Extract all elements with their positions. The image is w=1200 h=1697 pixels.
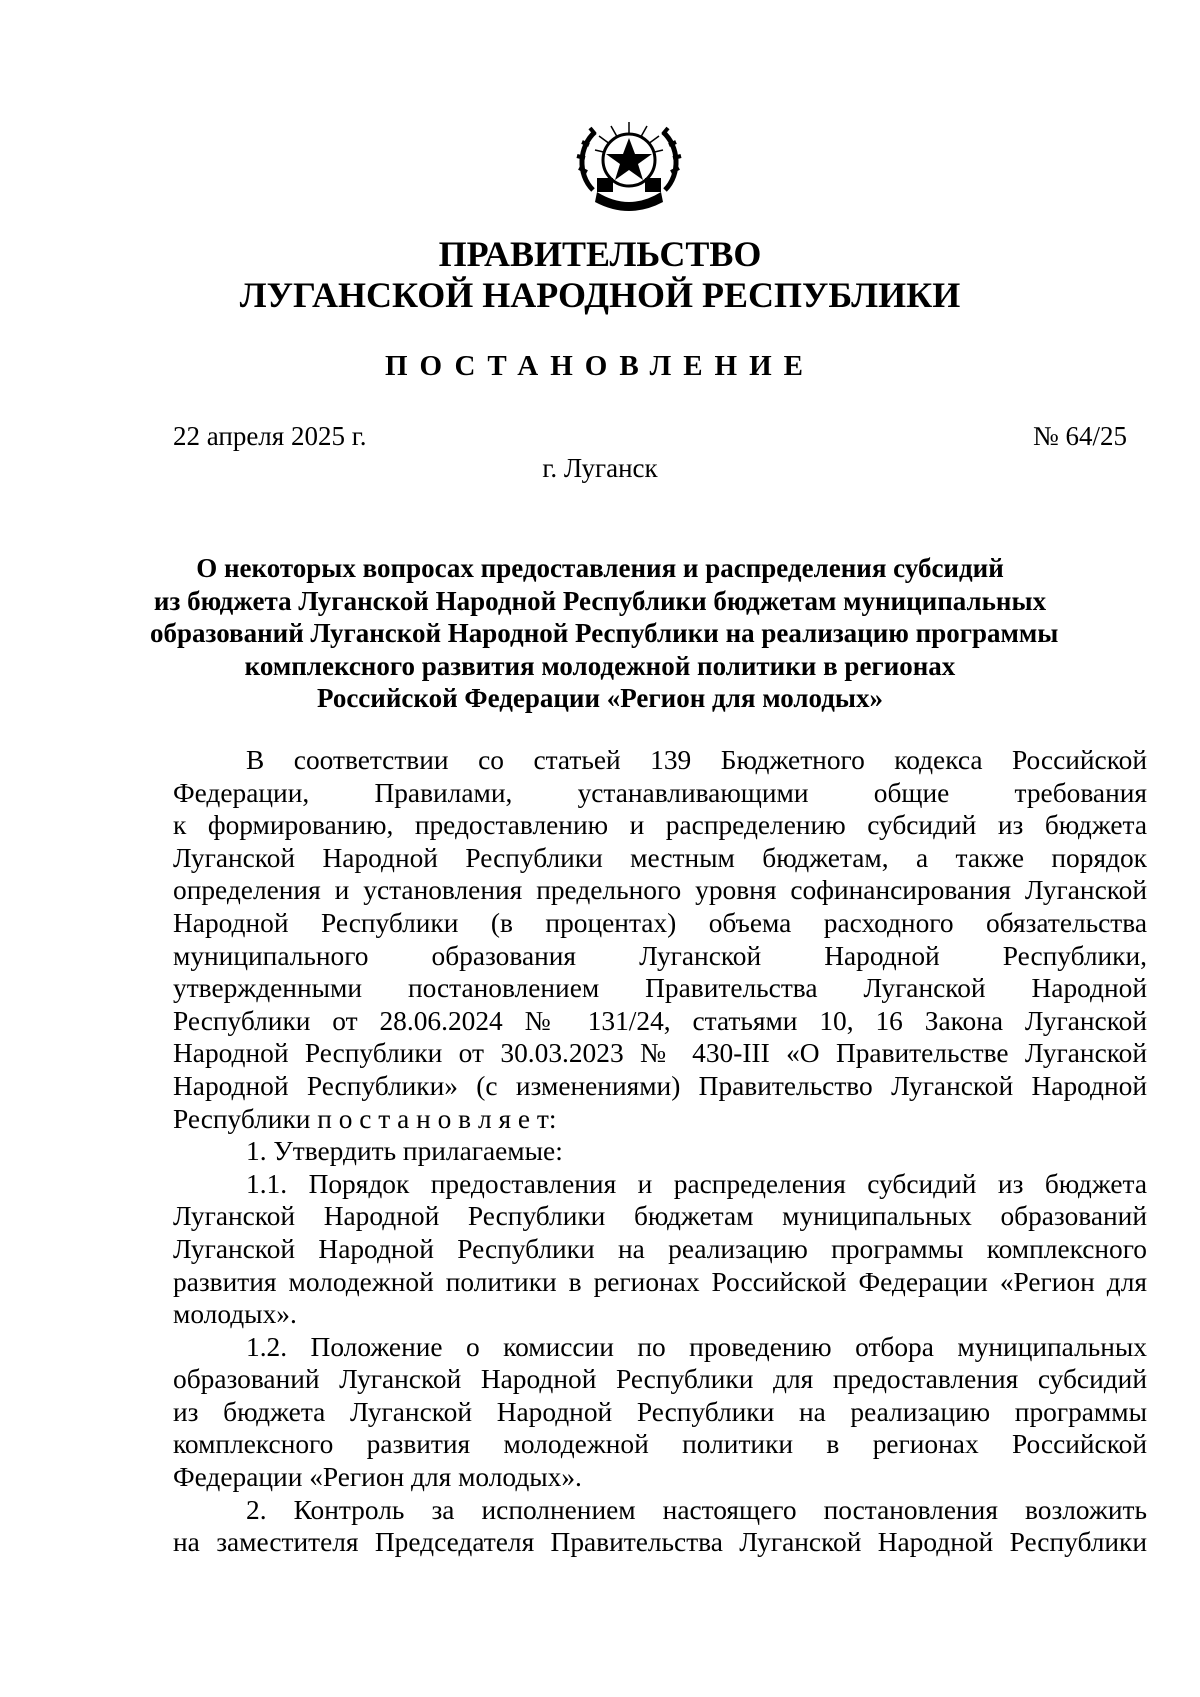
body-line: 1.2. Положение о комиссии по проведению отбора муниципальных <box>246 1331 1147 1362</box>
document-type: ПОСТАНОВЛЕНИЕ <box>384 350 815 382</box>
body-line: Республики п о с т а н о в л я е т: <box>173 1103 557 1134</box>
title-line: комплексного развития молодежной политики в регионах <box>244 650 956 681</box>
body-line: муниципального образования Луганской Народной Республики, <box>173 940 1147 971</box>
title-line: Российской Федерации «Регион для молодых» <box>317 683 883 713</box>
body-line: Республики от 28.06.2024 № 131/24, статьями 10, 16 Закона Луганской <box>173 1005 1147 1036</box>
body-line: Луганской Народной Республики бюджетам муниципальных образований <box>173 1201 1147 1232</box>
body-line: Федерации «Регион для молодых». <box>173 1462 582 1493</box>
body-line: Народной Республики от 30.03.2023 № 430-III «О Правительстве Луганской <box>173 1038 1147 1069</box>
document-date: 22 апреля 2025 г. <box>173 421 367 451</box>
organization-name-line1: ПРАВИТЕЛЬСТВО <box>438 234 762 274</box>
body-line: на заместителя Председателя Правительства Луганской Народной Республики <box>173 1527 1147 1558</box>
body-line: комплексного развития молодежной политики в регионах Российской <box>173 1429 1147 1460</box>
body-line: 1.1. Порядок предоставления и распределения субсидий из бюджета <box>246 1168 1147 1199</box>
document-title <box>150 552 1059 715</box>
body-line: Луганской Народной Республики на реализацию программы комплексного <box>173 1233 1147 1264</box>
body-line: 1. Утвердить прилагаемые: <box>246 1136 563 1167</box>
coat-of-arms-icon <box>573 112 685 220</box>
body-line: образований Луганской Народной Республики для предоставления субсидий <box>173 1364 1147 1395</box>
document-city: г. Луганск <box>542 453 658 483</box>
body-line: В соответствии со статьей 139 Бюджетного кодекса Российской <box>246 745 1147 775</box>
body-line: молодых». <box>173 1299 297 1330</box>
title-line: образований Луганской Народной Республики на реализацию программы <box>150 618 1059 648</box>
body-line: Народной Республики (в процентах) объема расходного обязательства <box>173 907 1147 938</box>
body-line: Федерации, Правилами, устанавливающими общие требования <box>173 777 1147 808</box>
body-line: определения и установления предельного уровня софинансирования Луганской <box>173 875 1147 906</box>
body-line: развития молодежной политики в регионах Российской Федерации «Регион для <box>173 1266 1147 1297</box>
document-number: № 64/25 <box>1032 421 1127 451</box>
title-line: О некоторых вопросах предоставления и распределения субсидий <box>196 553 1004 583</box>
body-line: Народной Республики» (с изменениями) Правительство Луганской Народной <box>173 1070 1147 1101</box>
body-line: из бюджета Луганской Народной Республики на реализацию программы <box>173 1396 1147 1427</box>
body-line: 2. Контроль за исполнением настоящего постановления возложить <box>246 1494 1147 1525</box>
organization-name-line2: ЛУГАНСКОЙ НАРОДНОЙ РЕСПУБЛИКИ <box>239 275 961 315</box>
title-line: из бюджета Луганской Народной Республики бюджетам муниципальных <box>153 585 1047 616</box>
body-line: Луганской Народной Республики местным бюджетам, а также порядок <box>173 842 1147 873</box>
body-line: к формированию, предоставлению и распределению субсидий из бюджета <box>173 810 1147 841</box>
body-line: утвержденными постановлением Правительства Луганской Народной <box>173 973 1147 1004</box>
document-body <box>173 744 1147 1559</box>
